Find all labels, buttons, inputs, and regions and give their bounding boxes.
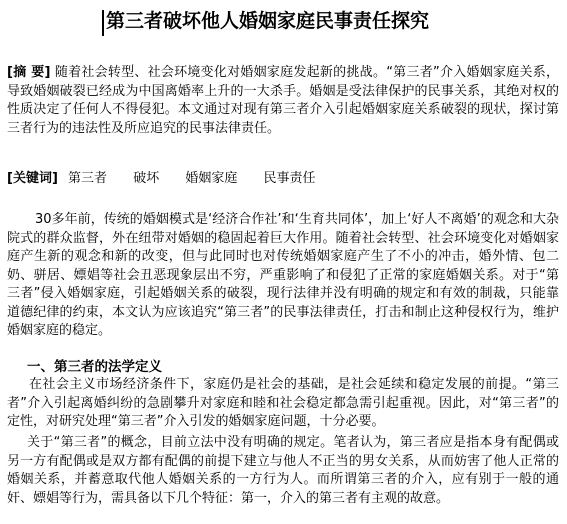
keyword: 破坏 [133,171,160,186]
body-paragraph: 30多年前，传统的婚姻模式是‘经济合作社’和‘生育共同体’，加上‘好人不离婚’的观念和大杂院式的群众监督，外在纽带对婚姻的稳固起着巨大作用。随着社会转型、社会环境变化对婚姻家庭产生新的观念和新的改变，但与此同时也对传统婚姻家庭产生了不小的冲击，婚外情、包二奶、骈居、嫖娼等社会丑恶现象层出不穷，严重影响了和侵犯了正常的家庭婚姻关系。对于“第三者”侵入婚姻家庭，引起婚姻关系的破裂，现行法律并没有明确的规定和有效的制裁，只能靠道德纪律的约束，本文认为应该追究“第三者”的民事法律责任，打击和制止这种侵权行为，维护婚姻家庭的稳定。 [7,212,559,338]
keyword: 第三者 [68,171,108,186]
abstract [7,64,559,138]
body-paragraph: 关于“第三者”的概念，目前立法中没有明确的规定。笔者认为，第三者应是指本身有配偶或另一方有配偶或是双方都有配偶的前提下建立与他人不正当的男女关系，从而妨害了他人正常的婚姻关系，并蓄意取代他人婚姻关系的一方行为人。而所谓第三者的介入，应有别于一般的通奸、嫖娼等行为，需具备以下几个特征：第一，介入的第三者有主观的故意。 [7,435,559,506]
keywords-label: [关键词] [7,171,58,186]
keyword: 婚姻家庭 [185,171,238,186]
keyword: 民事责任 [263,171,316,186]
keywords [7,170,559,189]
text-cursor [102,10,104,36]
abstract-text: 随着社会转型、社会环境变化对婚姻家庭发起新的挑战。“第三者”介入婚姻家庭关系，导致婚姻破裂已经成为中国离婚率上升的一大杀手。婚姻是受法律保护的民事关系，其绝对权的性质决定了任何人不得侵犯。本文通过对现有第三者介入引起婚姻家庭关系破裂的现状，探讨第三者行为的违法性及所应追究的民事法律责任。 [7,65,559,136]
section-heading: 一、第三者的法学定义 [27,359,162,375]
document-title: 第三者破坏他人婚姻家庭民事责任探究 [106,10,430,32]
body-paragraph: 在社会主义市场经济条件下，家庭仍是社会的基础，是社会延续和稳定发展的前提。“第三者”介入引起离婚纠纷的急剧攀升对家庭和睦和社会稳定都急需引起重视。因此，对“第三者”的定性，对研究处理“第三者”介入引发的婚姻家庭问题，十分必要。 [7,377,559,429]
abstract-label: [摘 要] [7,65,51,80]
